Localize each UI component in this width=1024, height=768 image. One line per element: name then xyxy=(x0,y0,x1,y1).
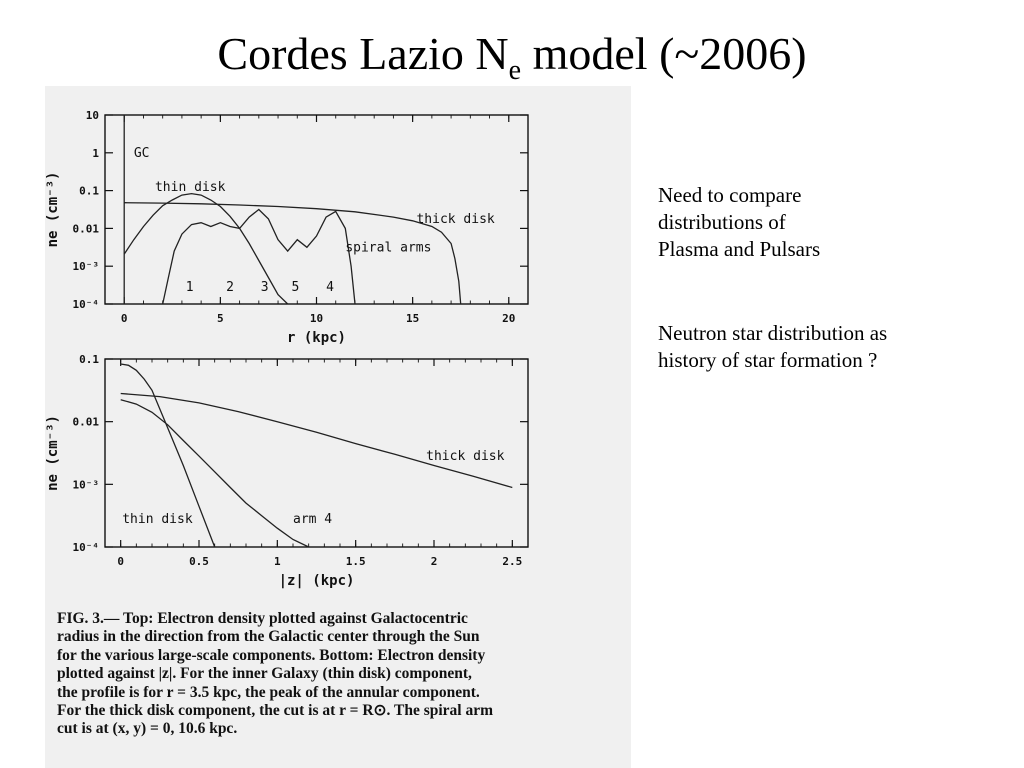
bottom-x-tick-label: 0 xyxy=(117,555,124,568)
bottom-annotation: thin disk xyxy=(122,511,193,527)
bottom-x-tick-label: 1 xyxy=(274,555,281,568)
bottom-x-tick-label: 2 xyxy=(430,555,438,568)
top-x-tick-label: 5 xyxy=(217,312,224,325)
bottom-y-tick-label: 0.01 xyxy=(72,415,99,429)
caption-line: plotted against |z|. For the inner Galaxy (thin disk) component, xyxy=(57,665,472,683)
top-annotation: thick disk xyxy=(416,211,495,227)
top-y-tick-label: 10⁻³ xyxy=(72,260,99,274)
note-compare xyxy=(658,182,820,263)
figure-caption xyxy=(57,610,617,739)
caption-line: FIG. 3.— Top: Electron density plotted against Galactocentric xyxy=(57,610,468,627)
top-y-tick-label: 0.01 xyxy=(72,222,99,236)
top-y-tick-label: 10 xyxy=(85,109,99,122)
bottom-x-axis-title: |z| (kpc) xyxy=(278,573,355,589)
bottom-x-tick-label: 0.5 xyxy=(189,555,209,568)
top-annotation: 4 xyxy=(326,279,334,295)
title-subscript: e xyxy=(508,55,522,86)
title-main: Cordes Lazio N xyxy=(217,28,509,79)
caption-line: cut is at (x, y) = 0, 10.6 kpc. xyxy=(57,720,238,738)
bottom-y-tick-label: 10⁻³ xyxy=(72,478,99,492)
top-annotation: GC xyxy=(133,145,150,161)
note-neutron-star xyxy=(658,320,887,374)
top-x-tick-label: 20 xyxy=(502,312,516,325)
top-y-axis-title: ne (cm⁻³) xyxy=(45,171,61,248)
top-x-tick-label: 0 xyxy=(120,312,128,325)
note-line: history of star formation ? xyxy=(658,348,878,372)
top-x-tick-label: 15 xyxy=(406,312,420,325)
bottom-series-thick-disk xyxy=(121,394,513,488)
top-y-tick-label: 0.1 xyxy=(79,184,99,198)
note-line: distributions of xyxy=(658,210,786,234)
top-x-axis-title: r (kpc) xyxy=(286,330,347,346)
title-rest: model (~2006) xyxy=(521,28,807,79)
caption-line: the profile is for r = 3.5 kpc, the peak of the annular component. xyxy=(57,683,480,701)
note-line: Need to compare xyxy=(658,183,802,207)
top-y-tick-label: 1 xyxy=(92,146,99,160)
bottom-x-tick-label: 1.5 xyxy=(345,555,366,568)
note-line: Plasma and Pulsars xyxy=(658,237,821,261)
top-annotation: 5 xyxy=(291,279,300,295)
top-annotation: spiral arms xyxy=(345,240,432,256)
bottom-x-tick-label: 2.5 xyxy=(502,555,523,568)
top-y-tick-label: 10⁻⁴ xyxy=(72,298,99,311)
top-annotation: thin disk xyxy=(154,179,226,195)
caption-line: radius in the direction from the Galactic center through the Sun xyxy=(57,628,480,646)
bottom-y-tick-label: 10⁻⁴ xyxy=(72,541,99,554)
bottom-y-tick-label: 0.1 xyxy=(79,353,99,366)
top-annotation: 3 xyxy=(260,279,269,295)
bottom-annotation: arm 4 xyxy=(293,511,333,527)
note-line: Neutron star distribution as xyxy=(658,321,888,345)
caption-line: For the thick disk component, the cut is at r = R⊙. The spiral arm xyxy=(57,702,494,720)
bottom-y-axis-title: ne (cm⁻³) xyxy=(45,415,61,491)
caption-line: for the various large-scale components. Bottom: Electron density xyxy=(57,646,486,664)
top-annotation: 2 xyxy=(226,279,234,295)
top-x-tick-label: 10 xyxy=(309,312,324,325)
bottom-annotation: thick disk xyxy=(426,449,505,465)
top-annotation: 1 xyxy=(185,279,194,295)
